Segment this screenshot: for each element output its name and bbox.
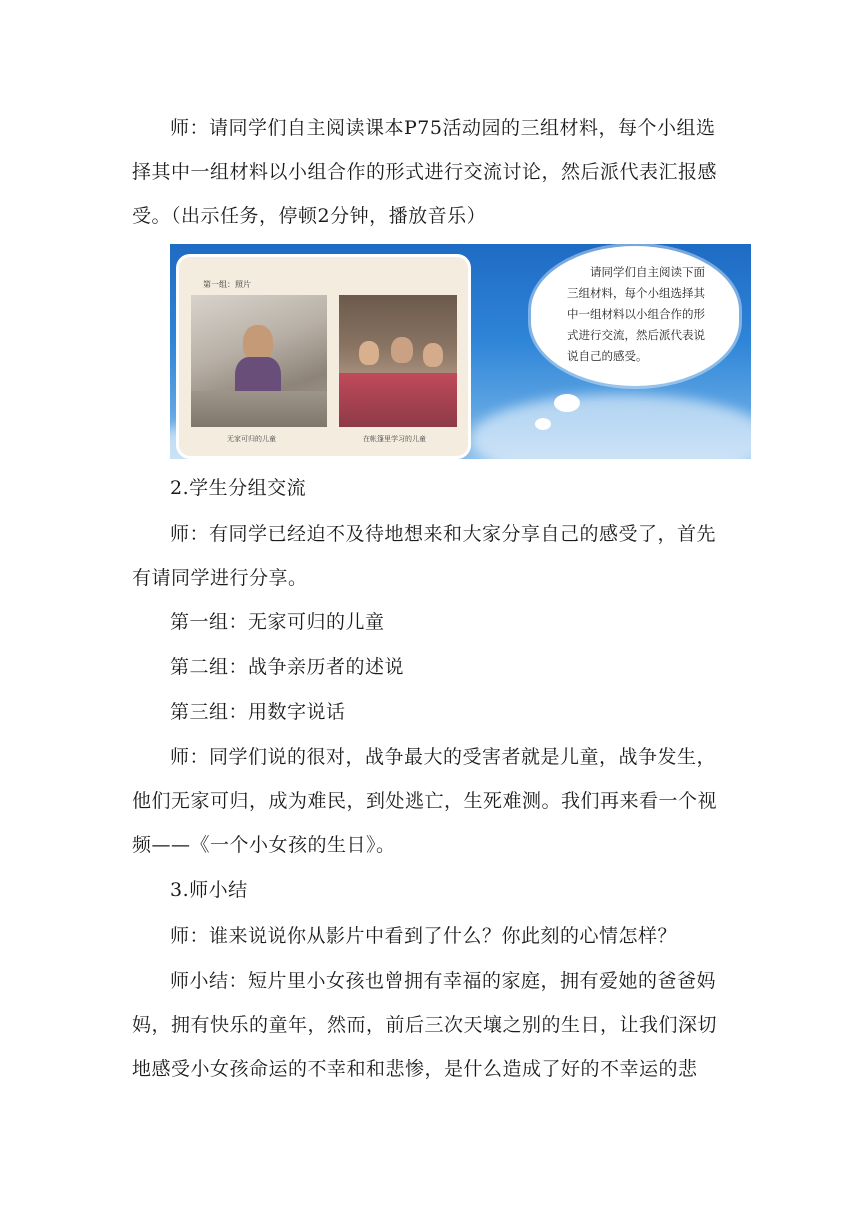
caption-photo1: 无家可归的儿童: [227, 435, 276, 443]
child-head: [423, 343, 443, 367]
paragraph-summary: 师小结：短片里小女孩也曾拥有幸福的家庭，拥有爱她的爸爸妈妈，拥有快乐的童年，然而，前后三次天壤之别的生日，让我们深切地感受小女孩命运的不幸和和悲惨，是什么造成了好的不幸运的悲: [132, 970, 718, 1080]
rubble: [191, 391, 327, 427]
photo-homeless-child: [191, 295, 327, 427]
material-card: [176, 254, 471, 459]
group-1: 第一组：无家可归的儿童: [170, 611, 385, 633]
paragraph-children: 师：同学们说的很对，战争最大的受害者就是儿童，战争发生，他们无家可归，成为难民，到处逃亡，生死难测。我们再来看一个视频——《一个小女孩的生日》。: [132, 746, 718, 856]
students-row: [339, 373, 457, 427]
bubble-text: 请同学们自主阅读下面三组材料，每个小组选择其中一组材料以小组合作的形式进行交流，然后派代表说说自己的感受。: [567, 265, 705, 363]
caption-photo2: 在帐篷里学习的儿童: [363, 435, 426, 443]
child-head: [359, 341, 379, 365]
speech-bubble: [531, 246, 739, 386]
paragraph-share: 师：有同学已经迫不及待地想来和大家分享自己的感受了，首先有请同学进行分享。: [132, 523, 717, 589]
paragraph-question: 师：谁来说说你从影片中看到了什么？你此刻的心情怎样？: [170, 925, 678, 947]
section-heading-3: 3.师小结: [170, 879, 248, 901]
group-3: 第三组：用数字说话: [170, 701, 346, 723]
bubble-dot: [554, 394, 580, 412]
card-title: 第一组：照片: [203, 280, 251, 289]
section-heading-2: 2.学生分组交流: [170, 477, 307, 499]
child-head: [243, 325, 273, 361]
child-head: [391, 337, 413, 363]
group-2: 第二组：战争亲历者的述说: [170, 656, 405, 678]
bubble-dot: [535, 418, 551, 430]
slide-image: [170, 244, 751, 459]
photo-tent-school: [339, 295, 457, 427]
cloud-decoration: [470, 394, 751, 459]
paragraph-task: 师：请同学们自主阅读课本P75活动园的三组材料，每个小组选择其中一组材料以小组合作的形式进行交流讨论，然后派代表汇报感受。（出示任务，停顿2分钟，播放音乐）: [132, 117, 718, 227]
